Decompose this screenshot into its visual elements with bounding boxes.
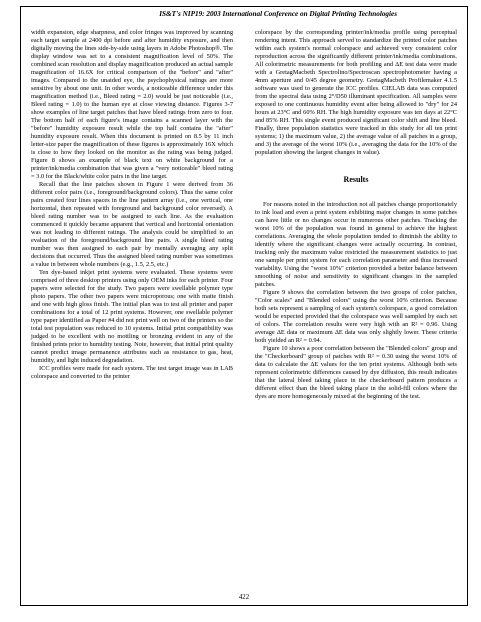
right-column	[255, 29, 457, 401]
paragraph: width expansion, edge sharpness, and color fringes was improved by scanning each target sample at 2400 dpi before and after humidity exposure, and then digitally moving the lines side-by-side using layers in Adobe Photoshop®. The display window was set to a consistent magnification level of 50%. The combined scan resolution and display magnification produced an actual sample magnification of 16.6X for critical comparison of the "before" and "after" images. Compared to the unaided eye, the psychophysical ratings are more sensitive by about one unit. In other words, a noticeable difference under this magnification method (i.e., Bleed rating = 2.0) would be just noticeable (i.e., Bleed rating = 1.0) to the human eye at close viewing distance. Figures 3-7 show examples of line target patches that have bleed ratings from zero to four. The bottom half of each figure's image contains a scanned layer with the "before" humidity exposure result while the top half contains the "after" humidity exposure result. When this document is printed on 8.5 by 11 inch letter-size paper the magnification of these figures is approximately 16X which is close to how they looked on the monitor as the rating was being judged. Figure 8 shows an example of black text on white background for a printer/ink/media combination that was given a "very noticeable" bleed rating = 3.0 for the Black/white color pairs in the line target.	[31, 29, 233, 180]
running-header: IS&T's NIP19: 2003 International Conference on Digital Printing Technologies	[159, 10, 397, 18]
paragraph: Recall that the line patches shown in Figure 1 were derived from 36 different color pairs (i.e., foreground/background colors). Thus the same color pairs created four lines spaces in the line pattern array (i.e., one vertical, one horizontal, then repeated with foreground and background color reversed). A bleed rating number was to be assigned to each line. As the evaluation commenced it quickly became apparent that vertical and horizontal orientation was not leading to different ratings. The analysis could be simplified to an evaluation of the foreground/background line pairs. A single bleed rating number was then assigned to each pair by mentally averaging any split decisions that occurred. Thus the assigned bleed rating number was sometimes a value in between whole numbers (e.g., 1.5, 2.5, etc.)	[31, 181, 233, 268]
paragraph: ICC profiles were made for each system. The test target image was in LAB colorspace and converted to the printer	[31, 365, 233, 380]
paragraph: For reasons noted in the introduction not all patches change proportionately to ink load and even a print system exhibiting major changes in some patches can have little or no changes occur in numerous other patches. Tracking the worst 10% of the population was found in general to achieve the highest correlations. Averaging the whole population tended to diminish the ability to identify where the significant changes were actually occurring. In contrast, tracking only the maximum value restricted the measurement statistics to just one sample per print system for each correlation parameter and thus increased variability. Using the "worst 10%" criterion provided a better balance between smoothing of noise and sensitivity to significant changes in the sampled patches.	[255, 201, 457, 288]
left-column	[31, 29, 233, 381]
page-number: 422	[238, 594, 250, 601]
section-heading: Results	[343, 175, 369, 184]
paper-page	[20, 6, 468, 606]
paragraph: Ten dye-based inkjet print systems were evaluated. These systems were comprised of three desktop printers using only OEM inks for each printer. Four papers were selected for the study. Two papers were swellable polymer type photo papers. The other two papers were microporous; one with matte finish and one with high gloss finish. The initial plan was to test all printer and paper combinations for a total of 12 print systems. However, one swellable polymer type paper identified as Paper #4 did not print well on two of the printers so the total test population was reduced to 10 systems. Initial print compatibility was judged to be excellent with no mottling or bronzing evident in any of the finished prints prior to humidity testing. Note, however, that initial print quality cannot predict image permanence attributes such as resistance to gas, heat, humidity, and light induced degradation.	[31, 269, 234, 364]
paragraph: Figure 10 shows a poor correlation between the "Blended colors" group and the "Checkerboard" group of patches with R² = 0.30 using the worst 10% of data to calculate the ΔE values for the ten print systems. Although both sets represent colorimetric differences caused by dye diffusion, this result indicates that the lateral bleed taking place in the checkerboard pattern produces a different effect than the bleed taking place in the solid-fill colors where the dyes are more homogeneously mixed at the beginning of the test.	[255, 345, 457, 400]
paragraph: colorspace by the corresponding printer/ink/media profile using perceptual rendering intent. This approach served to standardize the printed color patches within each system's normal colorspace and achieved very consistent color reproduction across the significantly different printer/ink/media combinations. All colorimetric measurements for both profiling and ΔE test data were made with a GretagMacbeth Spectrolino/Spectroscan spectrophotometer having a 4mm aperture and 0/45 degree geometry. GretagMacbeth Profilemaker 4.1.5 software was used to generate the ICC profiles. CIELAB data was computed from the spectral data using 2°/D50 illuminant specification. All samples were exposed to one continuous humidity event after being allowed to "dry" for 24 hours at 23°C and 60% RH. The high humidity exposure was ten days at 22°C and 85% RH. This single event produced significant color shift and line bleed. Finally, three population statistics were tracked in this study for all ten print systems; 1) the maximum value, 2) the average value of all patches in a group, and 3) the average of the worst 10% (i.e., averaging the data for the 10% of the population showing the largest changes in value).	[255, 29, 457, 156]
paragraph: Figure 9 shows the correlation between the two groups of color patches, "Color scales" and "Blended colors" using the worst 10% criterion. Because both sets represent a sampling of each system's colorspace, a good correlation would be expected provided that the colorspace was well sampled by each set of colors. The correlation results were very high with an R² = 0.96. Using average ΔE data or maximum ΔE data was only slightly lower. These criteria both yielded an R² = 0.94.	[255, 289, 457, 344]
